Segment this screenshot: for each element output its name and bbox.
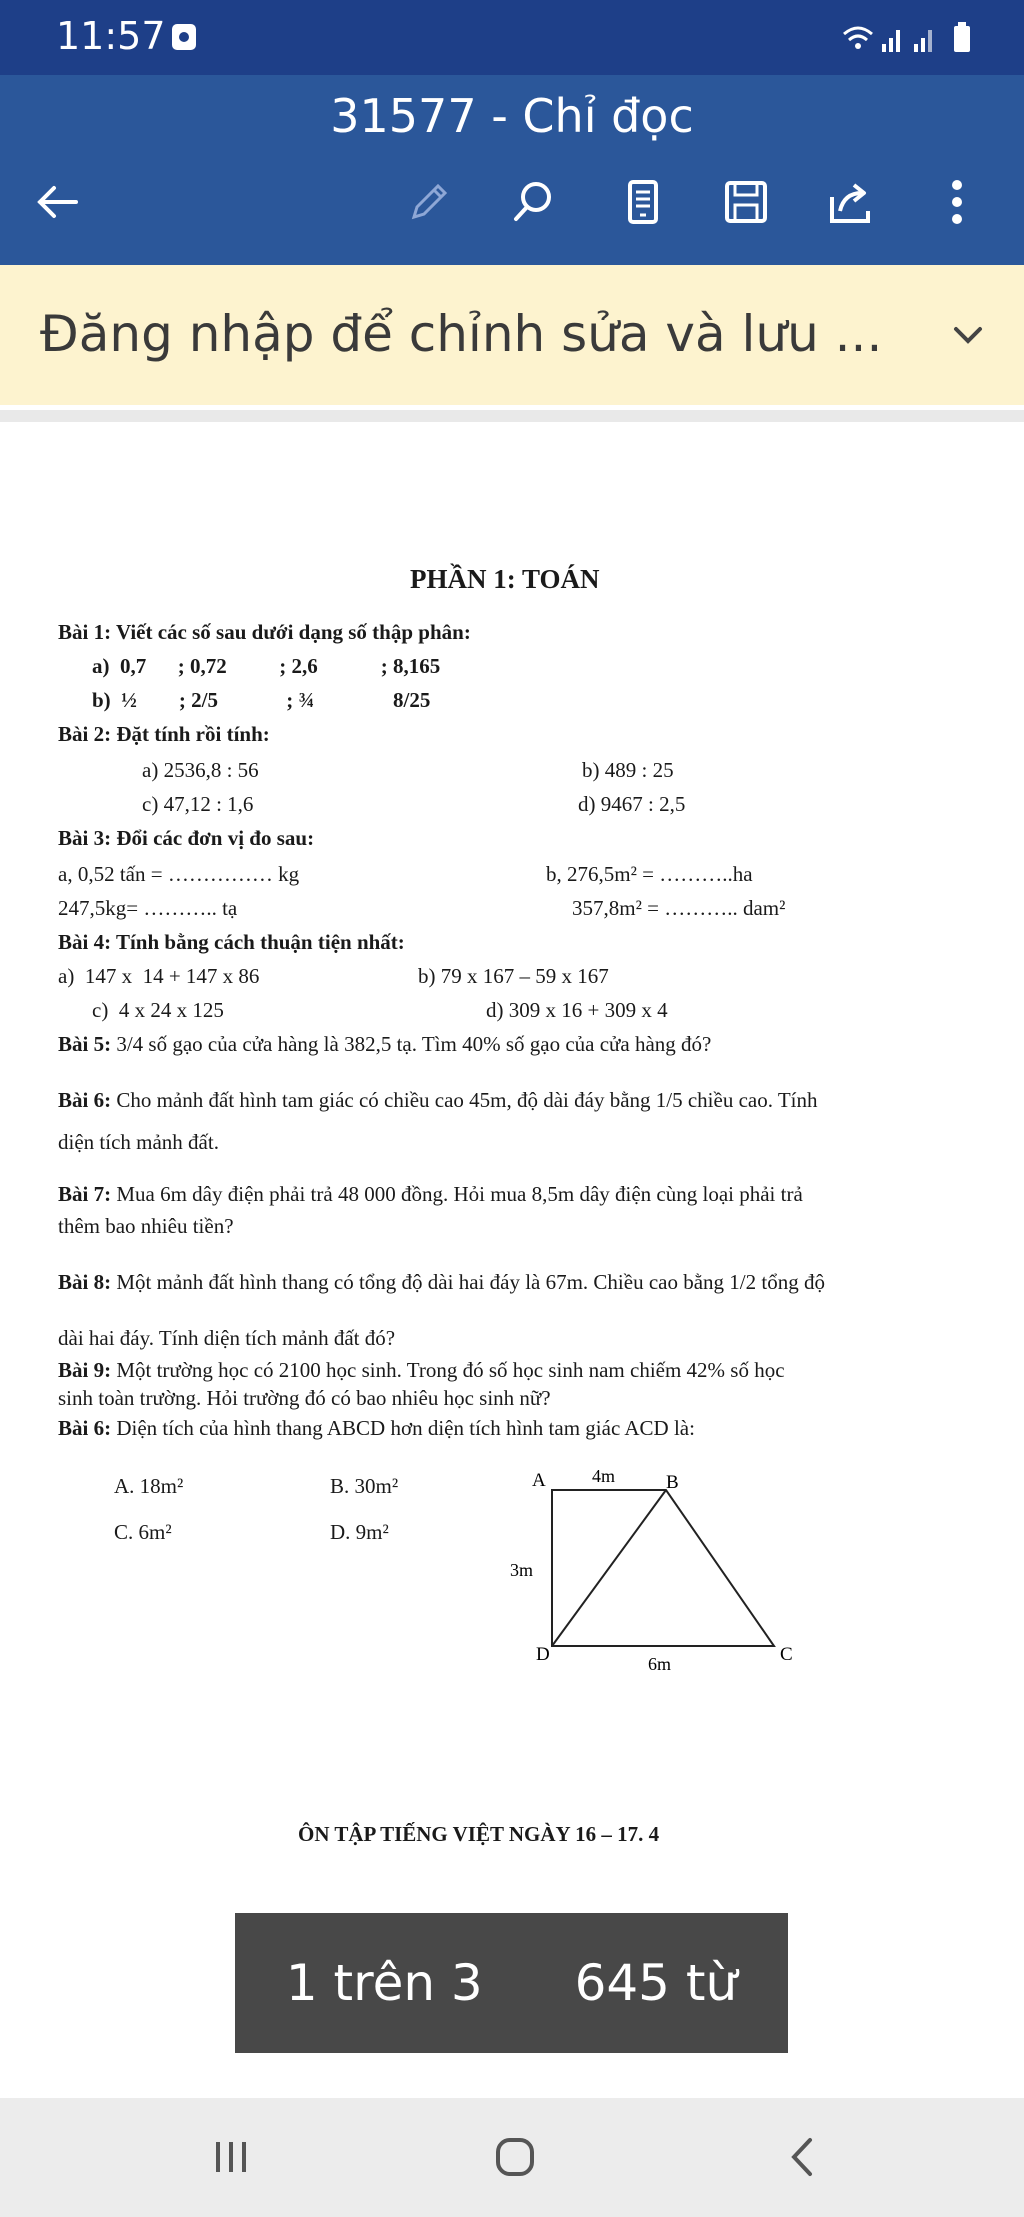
notification-icon: [172, 24, 196, 50]
navigation-bar: [0, 2098, 1024, 2217]
word-count-overlay: [235, 1913, 788, 2053]
exercise-line: d) 309 x 16 + 309 x 4: [486, 998, 668, 1022]
divider: [0, 410, 1024, 422]
exercise-line: a) 2536,8 : 56: [142, 758, 259, 782]
exercise-line: thêm bao nhiêu tiền?: [58, 1214, 234, 1238]
pencil-icon[interactable]: [404, 177, 454, 232]
exercise-line: Bài 9: Một trường học có 2100 học sinh. Trong đó số học sinh nam chiếm 42% số học: [58, 1358, 785, 1382]
chevron-down-icon[interactable]: [948, 315, 988, 360]
document-page: [0, 422, 1024, 2098]
share-icon[interactable]: [826, 177, 876, 232]
banner-text: Đăng nhập để chỉnh sửa và lưu ...: [40, 305, 883, 363]
label-bottom-length: 6m: [648, 1654, 672, 1670]
label-height: 3m: [510, 1560, 534, 1580]
page-count: 1 trên 3: [285, 1954, 483, 2012]
exercise-line: Bài 7: Mua 6m dây điện phải trả 48 000 đồng. Hỏi mua 8,5m dây điện cùng loại phải trả: [58, 1182, 803, 1206]
exercise-line: Bài 2: Đặt tính rồi tính:: [58, 722, 270, 746]
exercise-line: diện tích mảnh đất.: [58, 1130, 219, 1154]
back-icon[interactable]: [780, 2134, 826, 2185]
wifi-icon: [844, 28, 872, 40]
exercise-line: b, 276,5m² = ………..ha: [546, 862, 753, 886]
answer-option: B. 30m²: [330, 1474, 399, 1498]
status-bar: [0, 0, 1024, 75]
exercise-line: 357,8m² = ……….. dam²: [572, 896, 786, 920]
exercise-line: Bài 6: Cho mảnh đất hình tam giác có chiều cao 45m, độ dài đáy bằng 1/5 chiều cao. Tính: [58, 1088, 818, 1112]
label-d: D: [536, 1644, 550, 1665]
exercise-line: 247,5kg= ……….. tạ: [58, 896, 238, 920]
exercise-line: b) 489 : 25: [582, 758, 674, 782]
exercise-line: a, 0,52 tấn = …………… kg: [58, 862, 300, 886]
answer-option: A. 18m²: [114, 1474, 184, 1498]
exercise-line: Bài 6: Diện tích của hình thang ABCD hơn diện tích hình tam giác ACD là:: [58, 1416, 695, 1440]
footer-heading: ÔN TẬP TIẾNG VIỆT NGÀY 16 – 17. 4: [298, 1822, 660, 1846]
sign-in-banner[interactable]: [0, 265, 1024, 405]
exercise-line: dài hai đáy. Tính diện tích mảnh đất đó?: [58, 1326, 396, 1350]
label-c: C: [780, 1644, 793, 1665]
home-icon[interactable]: [492, 2134, 538, 2185]
recent-apps-icon[interactable]: [208, 2134, 254, 2185]
label-a: A: [532, 1470, 546, 1491]
battery-icon: [954, 22, 970, 52]
save-icon[interactable]: [721, 177, 771, 232]
status-time: 11:57: [56, 14, 166, 58]
exercise-line: Bài 4: Tính bằng cách thuận tiện nhất:: [58, 930, 405, 954]
document-title: 31577 - Chỉ đọc: [330, 89, 694, 143]
exercise-line: a) 147 x 14 + 147 x 86: [58, 964, 260, 988]
exercise-line: a) 0,7 ; 0,72 ; 2,6 ; 8,165: [92, 654, 441, 678]
reading-view-icon[interactable]: [618, 177, 668, 232]
label-b: B: [666, 1472, 679, 1493]
answer-option: C. 6m²: [114, 1520, 172, 1544]
search-icon[interactable]: [508, 177, 558, 232]
exercise-line: b) 79 x 167 – 59 x 167: [418, 964, 609, 988]
exercise-line: c) 4 x 24 x 125: [92, 998, 224, 1022]
exercise-line: c) 47,12 : 1,6: [142, 792, 254, 816]
exercise-line: sinh toàn trường. Hỏi trường đó có bao nhiêu học sinh nữ?: [58, 1386, 551, 1410]
back-arrow-icon[interactable]: [32, 177, 82, 232]
exercise-line: b) ½ ; 2/5 ; ¾ 8/25: [92, 688, 431, 712]
word-count: 645 từ: [574, 1954, 738, 2012]
exercise-line: Bài 3: Đổi các đơn vị đo sau:: [58, 826, 315, 850]
exercise-line: d) 9467 : 2,5: [578, 792, 686, 816]
system-icons: [838, 18, 988, 63]
exercise-line: Bài 1: Viết các số sau dưới dạng số thập phân:: [58, 620, 471, 644]
section-heading: PHẦN 1: TOÁN: [410, 564, 600, 594]
exercise-line: Bài 5: 3/4 số gạo của cửa hàng là 382,5 tạ. Tìm 40% số gạo của cửa hàng đó?: [58, 1032, 712, 1056]
trapezoid-figure: [500, 1460, 820, 1670]
more-options-icon[interactable]: [944, 177, 970, 232]
exercise-line: Bài 8: Một mảnh đất hình thang có tổng độ dài hai đáy là 67m. Chiều cao bằng 1/2 tổng độ: [58, 1270, 825, 1294]
label-top-length: 4m: [592, 1466, 616, 1486]
app-bar: [0, 75, 1024, 265]
answer-option: D. 9m²: [330, 1520, 389, 1544]
signal-icon: [882, 30, 932, 52]
